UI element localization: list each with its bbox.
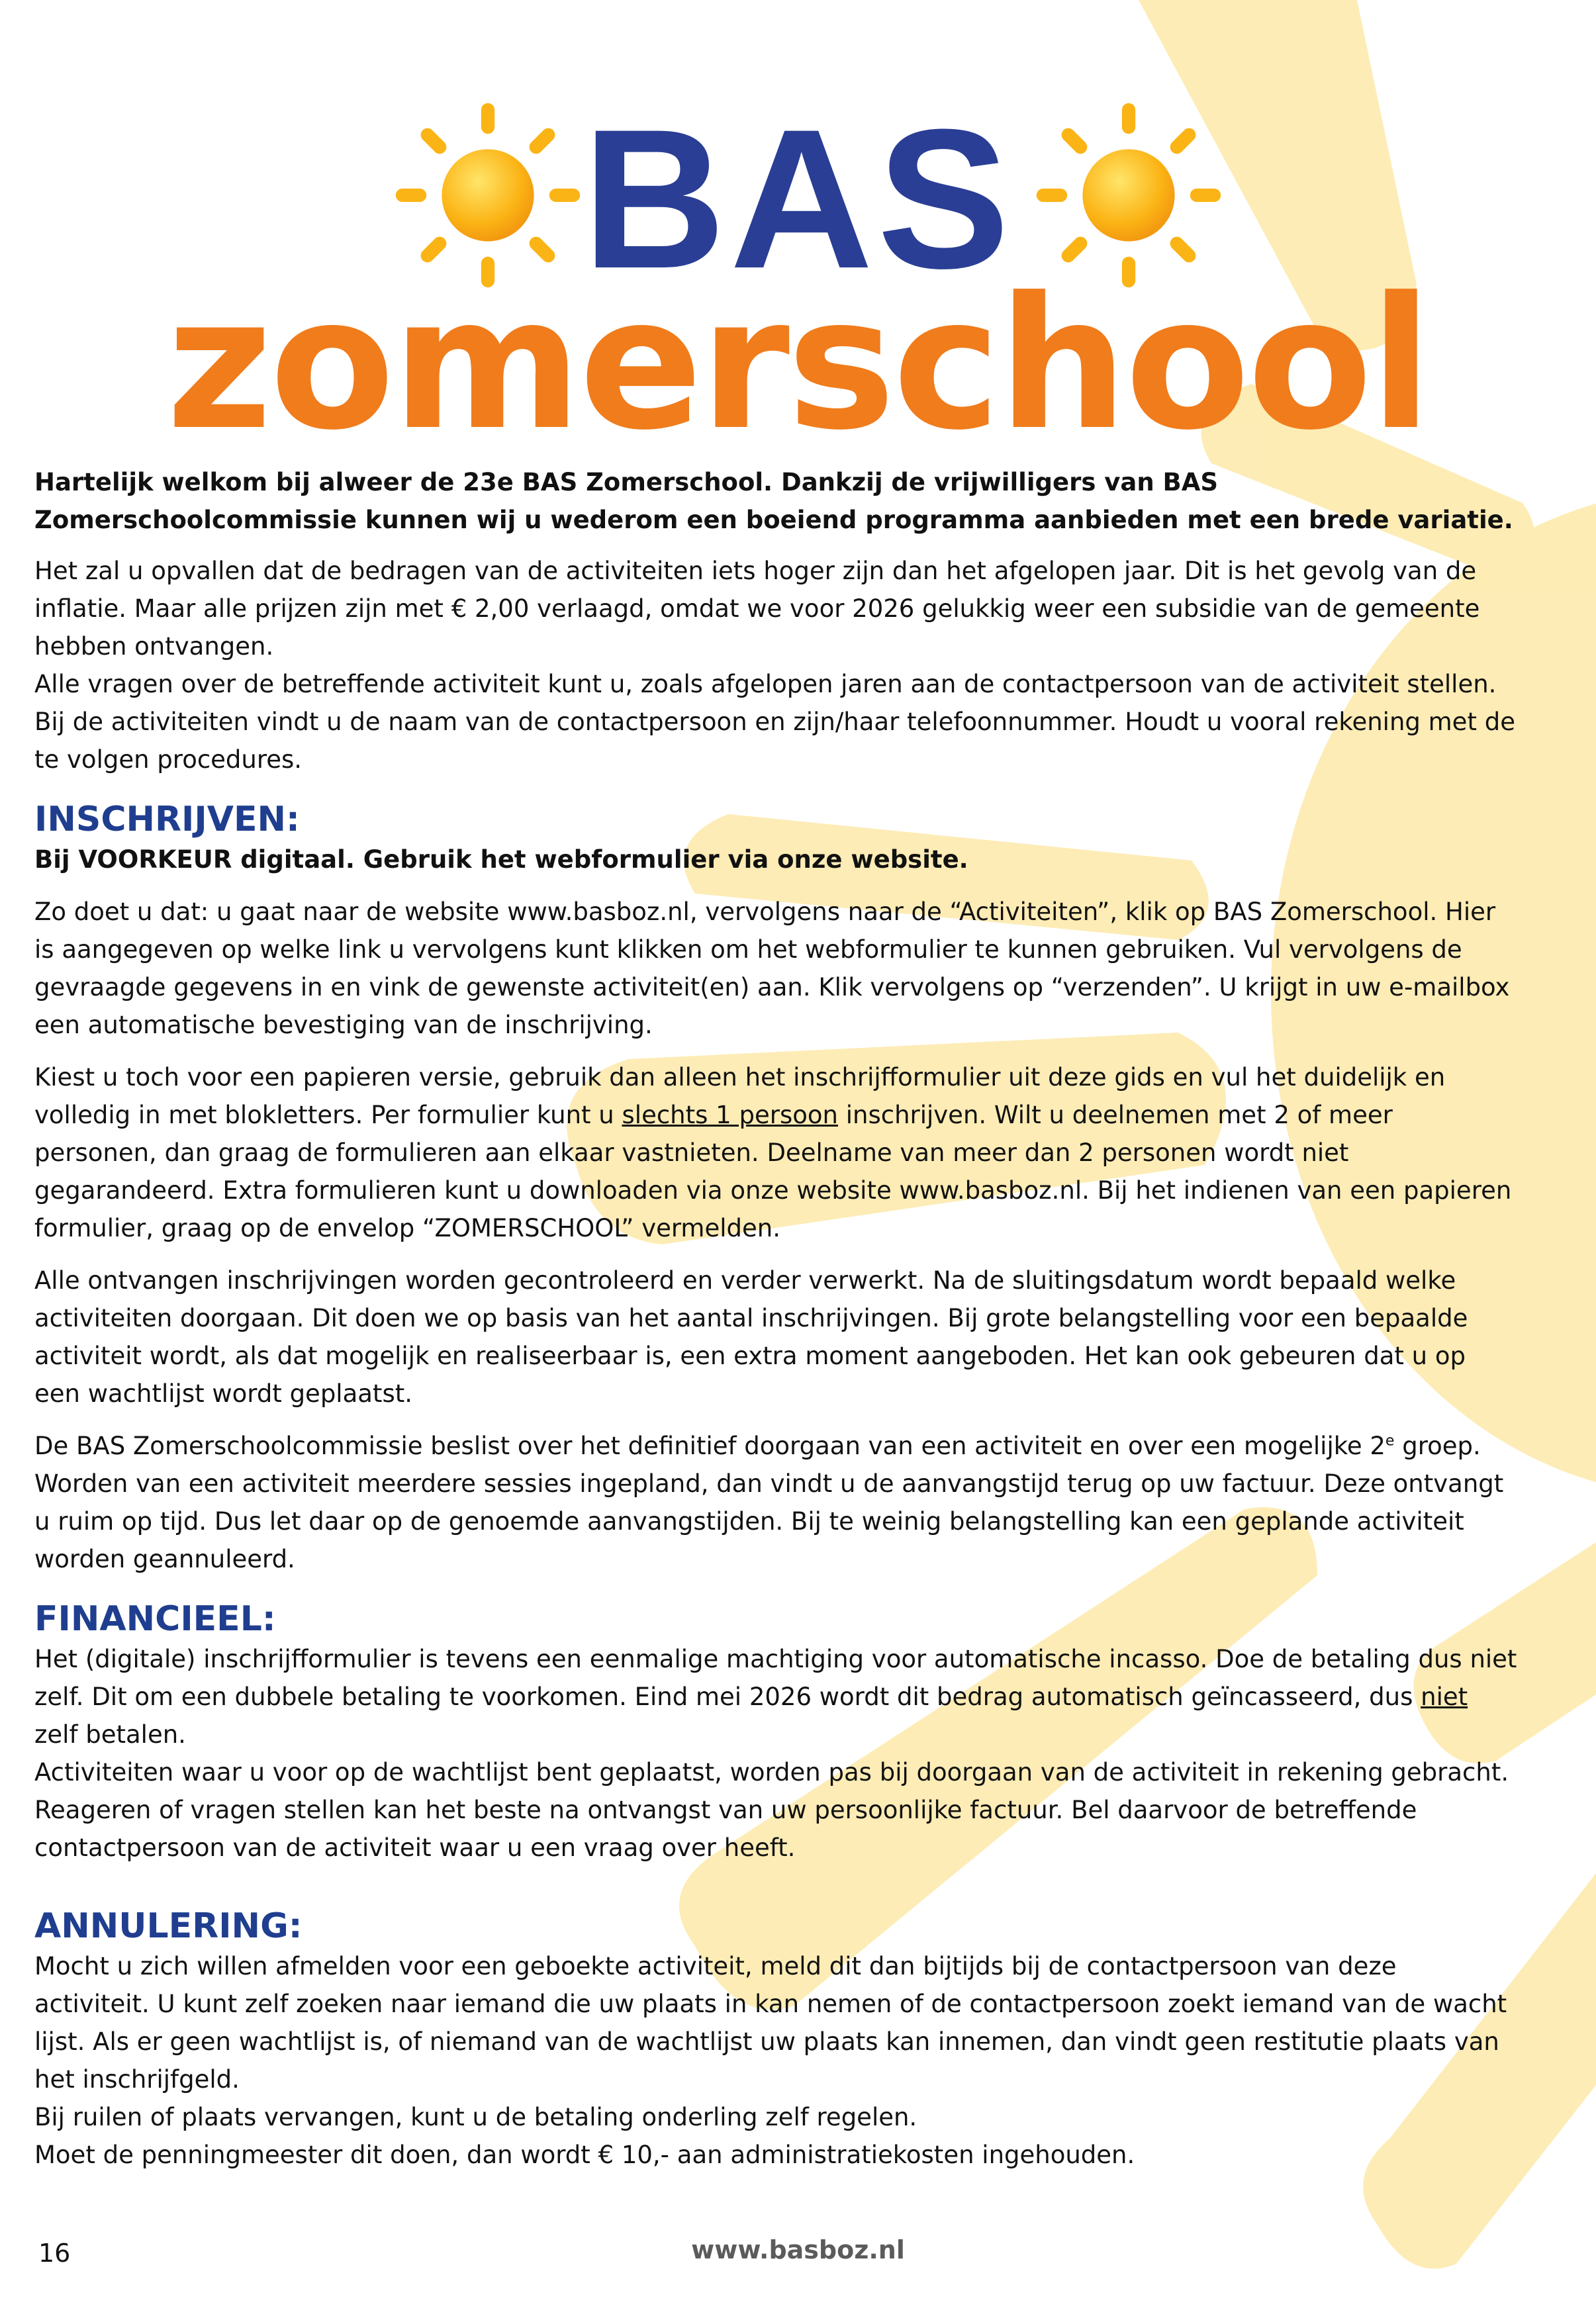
main-content: [34, 463, 1517, 2174]
logo-bas-text: BAS: [582, 87, 1014, 310]
paragraph-processing: Alle ontvangen inschrijvingen worden gecontroleerd en verder verwerkt. Na de sluitingsdatum wordt bepaald welke activiteiten doorgaan. Dit doen we op basis van het aantal inschrijvingen. Bij grote belangstelling voor een bepaalde activiteit wordt, als dat mogelijk en realiseerbaar is, een extra moment aangeboden. Het kan ook gebeuren dat u op een wachtlijst wordt geplaatst.: [34, 1266, 1468, 1408]
paragraph-waitlist: Activiteiten waar u voor op de wachtlijst bent geplaatst, worden pas bij doorgaan van de activiteit in rekening gebracht. Reageren of vragen stellen kan het beste na ontvangst van uw persoonlijke factuur. Bel daarvoor de betreffende contactpersoon van de activiteit waar u een vraag over heeft.: [34, 1758, 1509, 1862]
paragraph-payment: [34, 1640, 1517, 1753]
commission-superscript: e: [1385, 1432, 1395, 1450]
paper-form-underlined: slechts 1 persoon: [622, 1101, 838, 1129]
paragraph-prices: Het zal u opvallen dat de bedragen van de activiteiten iets hoger zijn dan het afgelopen jaar. Dit is het gevolg van de inflatie. Maar alle prijzen zijn met € 2,00 verlaagd, omdat we voor 2026 gelukkig weer een subsidie van de gemeente hebben ontvangen.: [34, 557, 1480, 661]
paper-form-text-a: Kiest u toch voor een papieren versie, gebruik dan alleen het inschrijfformulier uit deze gids en vul het duidelijk en volledig in met blokletters. Per formulier kunt u: [34, 1063, 1446, 1129]
payment-text-b: zelf betalen.: [34, 1720, 186, 1749]
paragraph-admin-costs: Moet de penningmeester dit doen, dan wordt € 10,- aan administratiekosten ingehouden.: [34, 2141, 1135, 2169]
commission-text-a: De BAS Zomerschoolcommissie beslist over het definitief doorgaan van een activiteit en over een mogelijke 2: [34, 1432, 1385, 1460]
paragraph-paper-form: [34, 1058, 1517, 1247]
payment-text-a: Het (digitale) inschrijfformulier is tevens een eenmalige machtiging voor automatische incasso. Doe de betaling dus niet zelf. Dit om een dubbele betaling te voorkomen. Eind mei 2026 wordt dit bedrag automatisch geïncasseerd, dus: [34, 1645, 1517, 1711]
paragraph-cancel: Mocht u zich willen afmelden voor een geboekte activiteit, meld dit dan bijtijds bij de contactpersoon van deze activiteit. U kunt zelf zoeken naar iemand die uw plaats in kan nemen of de contactpersoon zoekt iemand van de wacht lijst. Als er geen wachtlijst is, of niemand van de wachtlijst uw plaats kan innemen, dan vindt geen restitutie plaats van het inschrijfgeld.: [34, 1952, 1507, 2094]
paragraph-webform: Zo doet u dat: u gaat naar de website www.basboz.nl, vervolgens naar de “Activiteiten”, klik op BAS Zomerschool. Hier is aangegeven op welke link u vervolgens kunt klikken om het webformulier te kunnen gebruiken. Vul vervolgens de gevraagde gegevens in en vink de gewenste activiteit(en) aan. Klik vervolgens op “verzenden”. U krijgt in uw e-mailbox een automatische bevestiging van de inschrijving.: [34, 898, 1510, 1039]
heading-inschrijven: INSCHRIJVEN:: [34, 800, 300, 839]
paragraph-commission: [34, 1427, 1517, 1578]
paper-form-text-b: inschrijven. Wilt u deelnemen met 2 of meer personen, dan graag de formulieren aan elkaar vastnieten. Deelname van meer dan 2 personen wordt niet gegarandeerd. Extra formulieren kunt u downloaden via onze website www.basboz.nl. Bij het indienen van een papieren formulier, graag op de envelop “ZOMERSCHOOL” vermelden.: [34, 1101, 1512, 1242]
commission-text-b: groep. Worden van een activiteit meerdere sessies ingepland, dan vindt u de aanvangstijd terug op uw factuur. Deze ontvangt u ruim op tijd. Dus let daar op de genoemde aanvangstijden. Bij te weinig belangstelling kan een geplande activiteit worden geannuleerd.: [34, 1432, 1504, 1573]
heading-financieel: FINANCIEEL:: [34, 1599, 276, 1639]
heading-annulering: ANNULERING:: [34, 1906, 303, 1946]
paragraph-swap: Bij ruilen of plaats vervangen, kunt u de betaling onderling zelf regelen.: [34, 2103, 917, 2131]
page-number: 16: [38, 2239, 71, 2268]
footer-website: www.basboz.nl: [691, 2235, 905, 2264]
intro-text: Hartelijk welkom bij alweer de 23e BAS Zomerschool. Dankzij de vrijwilligers van BAS Zomerschoolcommissie kunnen wij u wederom een boeiend programma aanbieden met een brede variatie.: [34, 468, 1513, 534]
logo-zomerschool-text: zomerschool: [166, 258, 1430, 470]
payment-underlined: niet: [1421, 1683, 1468, 1711]
paragraph-questions: Alle vragen over de betreffende activiteit kunt u, zoals afgelopen jaren aan de contactpersoon van de activiteit stellen. Bij de activiteiten vindt u de naam van de contactpersoon en zijn/haar telefoonnummer. Houdt u vooral rekening met de te volgen procedures.: [34, 670, 1515, 774]
subheading-inschrijven: Bij VOORKEUR digitaal. Gebruik het webformulier via onze website.: [34, 845, 968, 874]
